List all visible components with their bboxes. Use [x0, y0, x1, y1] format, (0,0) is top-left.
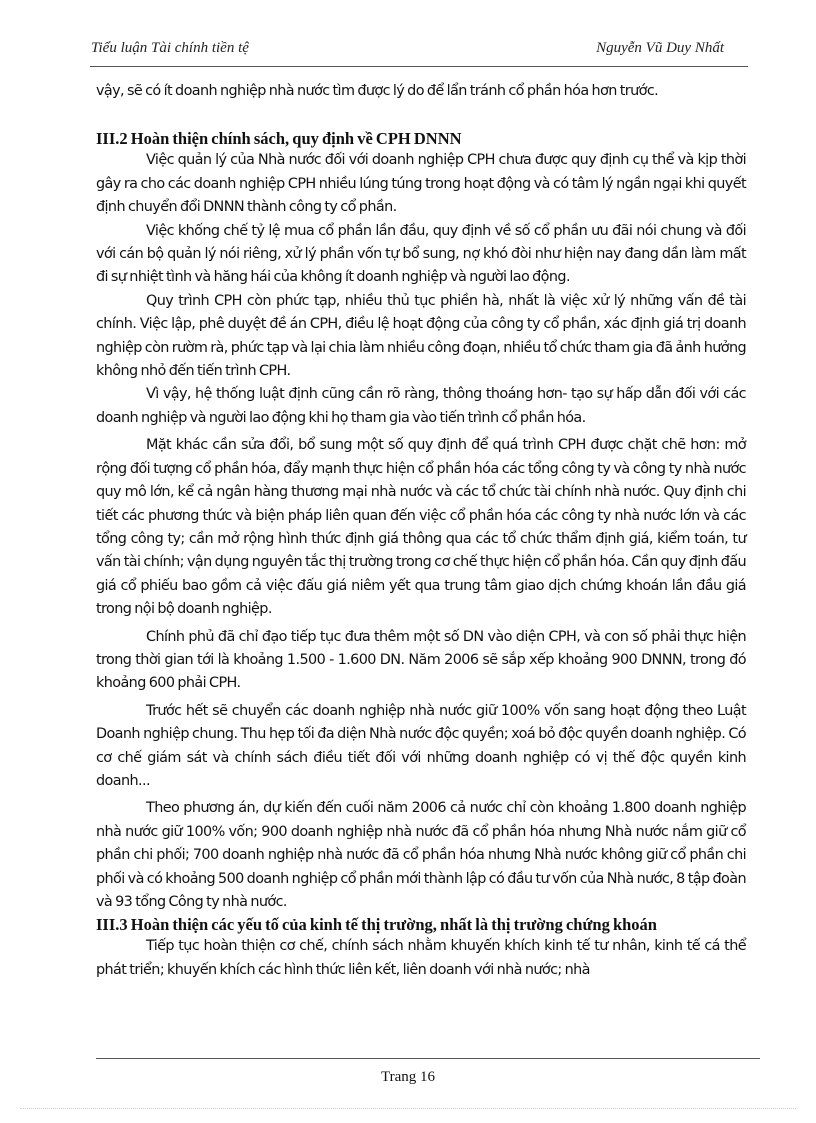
- paragraph: Quy trình CPH còn phức tạp, nhiều thủ tục phiền hà, nhất là việc xử lý những vấn đề tài chính. Việc lập, phê duyệt đề án CPH, điều lệ hoạt động của công ty cổ phần, xác định giá trị doanh nghiệp còn rườm rà, phức tạp và lại chia làm nhiều công đoạn, nhiều tổ chức tham gia đã ảnh hưởng không nhỏ đến tiến trình CPH.: [96, 292, 746, 380]
- page-edge-dotted-line: [20, 1108, 796, 1109]
- page-body: [96, 80, 746, 982]
- section-heading-3-3: III.3 Hoàn thiện các yếu tố của kinh tế thị trường, nhất là thị trường chứng khoán: [96, 915, 657, 935]
- section-heading-3-2: III.2 Hoàn thiện chính sách, quy định về CPH DNNN: [96, 129, 462, 149]
- header-author: Nguyễn Vũ Duy Nhất: [596, 40, 724, 56]
- paragraph: Trước hết sẽ chuyển các doanh nghiệp nhà nước giữ 100% vốn sang hoạt động theo Luật Doanh nghiệp chung. Thu hẹp tối đa diện Nhà nước độc quyền; xoá bỏ độc quyền doanh nghiệp. Có cơ chế giám sát và chính sách điều tiết đối với những doanh nghiệp có vị thế độc quyền kinh doanh...: [96, 702, 746, 789]
- footer-divider: [96, 1058, 760, 1059]
- paragraph: Mặt khác cần sửa đổi, bổ sung một số quy định để quá trình CPH được chặt chẽ hơn: mở rộng đối tượng cổ phần hóa, đẩy mạnh thực hiện cổ phần hóa các tổng công ty và công ty nhà nước quy mô lớn, kể cả ngân hàng thương mại nhà nước và các tổ chức tài chính nhà nước. Quy định chi tiết các phương thức và biện pháp liên quan đến việc cổ phần hóa các công ty nhà nước lớn và các tổng công ty; cần mở rộng hình thức định giá thông qua các tổ chức thẩm định giá, kiểm toán, tư vấn tài chính; vận dụng nguyên tắc thị trường trong cơ chế thực hiện cổ phần hóa. Cần quy định đấu giá cổ phiếu bao gồm cả việc đấu giá niêm yết qua trung tâm giao dịch chứng khoán lần đầu giá trong nội bộ doanh nghiệp.: [96, 437, 746, 618]
- header-divider: [90, 66, 748, 67]
- paragraph: Việc quản lý của Nhà nước đối với doanh nghiệp CPH chưa được quy định cụ thể và kịp thời gây ra cho các doanh nghiệp CPH nhiều lúng túng trong hoạt động và có tâm lý ngần ngại khi quyết định chuyển đổi DNNN thành công ty cổ phần.: [96, 152, 746, 216]
- header-document-title: Tiểu luận Tài chính tiền tệ: [91, 40, 249, 56]
- paragraph: Vì vậy, hệ thống luật định cũng cần rõ ràng, thông thoáng hơn- tạo sự hấp dẫn đối với các doanh nghiệp và người lao động khi họ tham gia vào tiến trình cổ phần hóa.: [96, 386, 746, 426]
- paragraph: Theo phương án, dự kiến đến cuối năm 2006 cả nước chỉ còn khoảng 1.800 doanh nghiệp nhà nước giữ 100% vốn; 900 doanh nghiệp nhà nước đã cổ phần hóa nhưng Nhà nước nắm giữ cổ phần chi phối; 700 doanh nghiệp nhà nước đã cổ phần hóa nhưng Nhà nước không giữ cổ phần chi phối và có khoảng 500 doanh nghiệp cổ phần mới thành lập có đầu tư vốn của Nhà nước, 8 tập đoàn và 93 tổng Công ty nhà nước.: [96, 800, 746, 910]
- paragraph: Chính phủ đã chỉ đạo tiếp tục đưa thêm một số DN vào diện CPH, và con số phải thực hiện trong thời gian tới là khoảng 1.500 - 1.600 DN. Năm 2006 sẽ sắp xếp khoảng 900 DNNN, trong đó khoảng 600 phải CPH.: [96, 628, 746, 692]
- paragraph: Việc khống chế tỷ lệ mua cổ phần lần đầu, quy định về số cổ phần ưu đãi nói chung và đối với cán bộ quản lý nói riêng, xử lý phần vốn tự bổ sung, nợ khó đòi như hiện nay đang dần làm mất đi sự nhiệt tình và hăng hái của không ít doanh nghiệp và người lao động.: [96, 222, 746, 286]
- page-number: Trang 16: [380, 1069, 436, 1085]
- paragraph-intro: vậy, sẽ có ít doanh nghiệp nhà nước tìm được lý do để lẩn tránh cổ phần hóa hơn trước.: [96, 83, 659, 99]
- paragraph: Tiếp tục hoàn thiện cơ chế, chính sách nhằm khuyến khích kinh tế tư nhân, kinh tế cá thể phát triển; khuyến khích các hình thức liên kết, liên doanh với nhà nước; nhà: [96, 938, 746, 978]
